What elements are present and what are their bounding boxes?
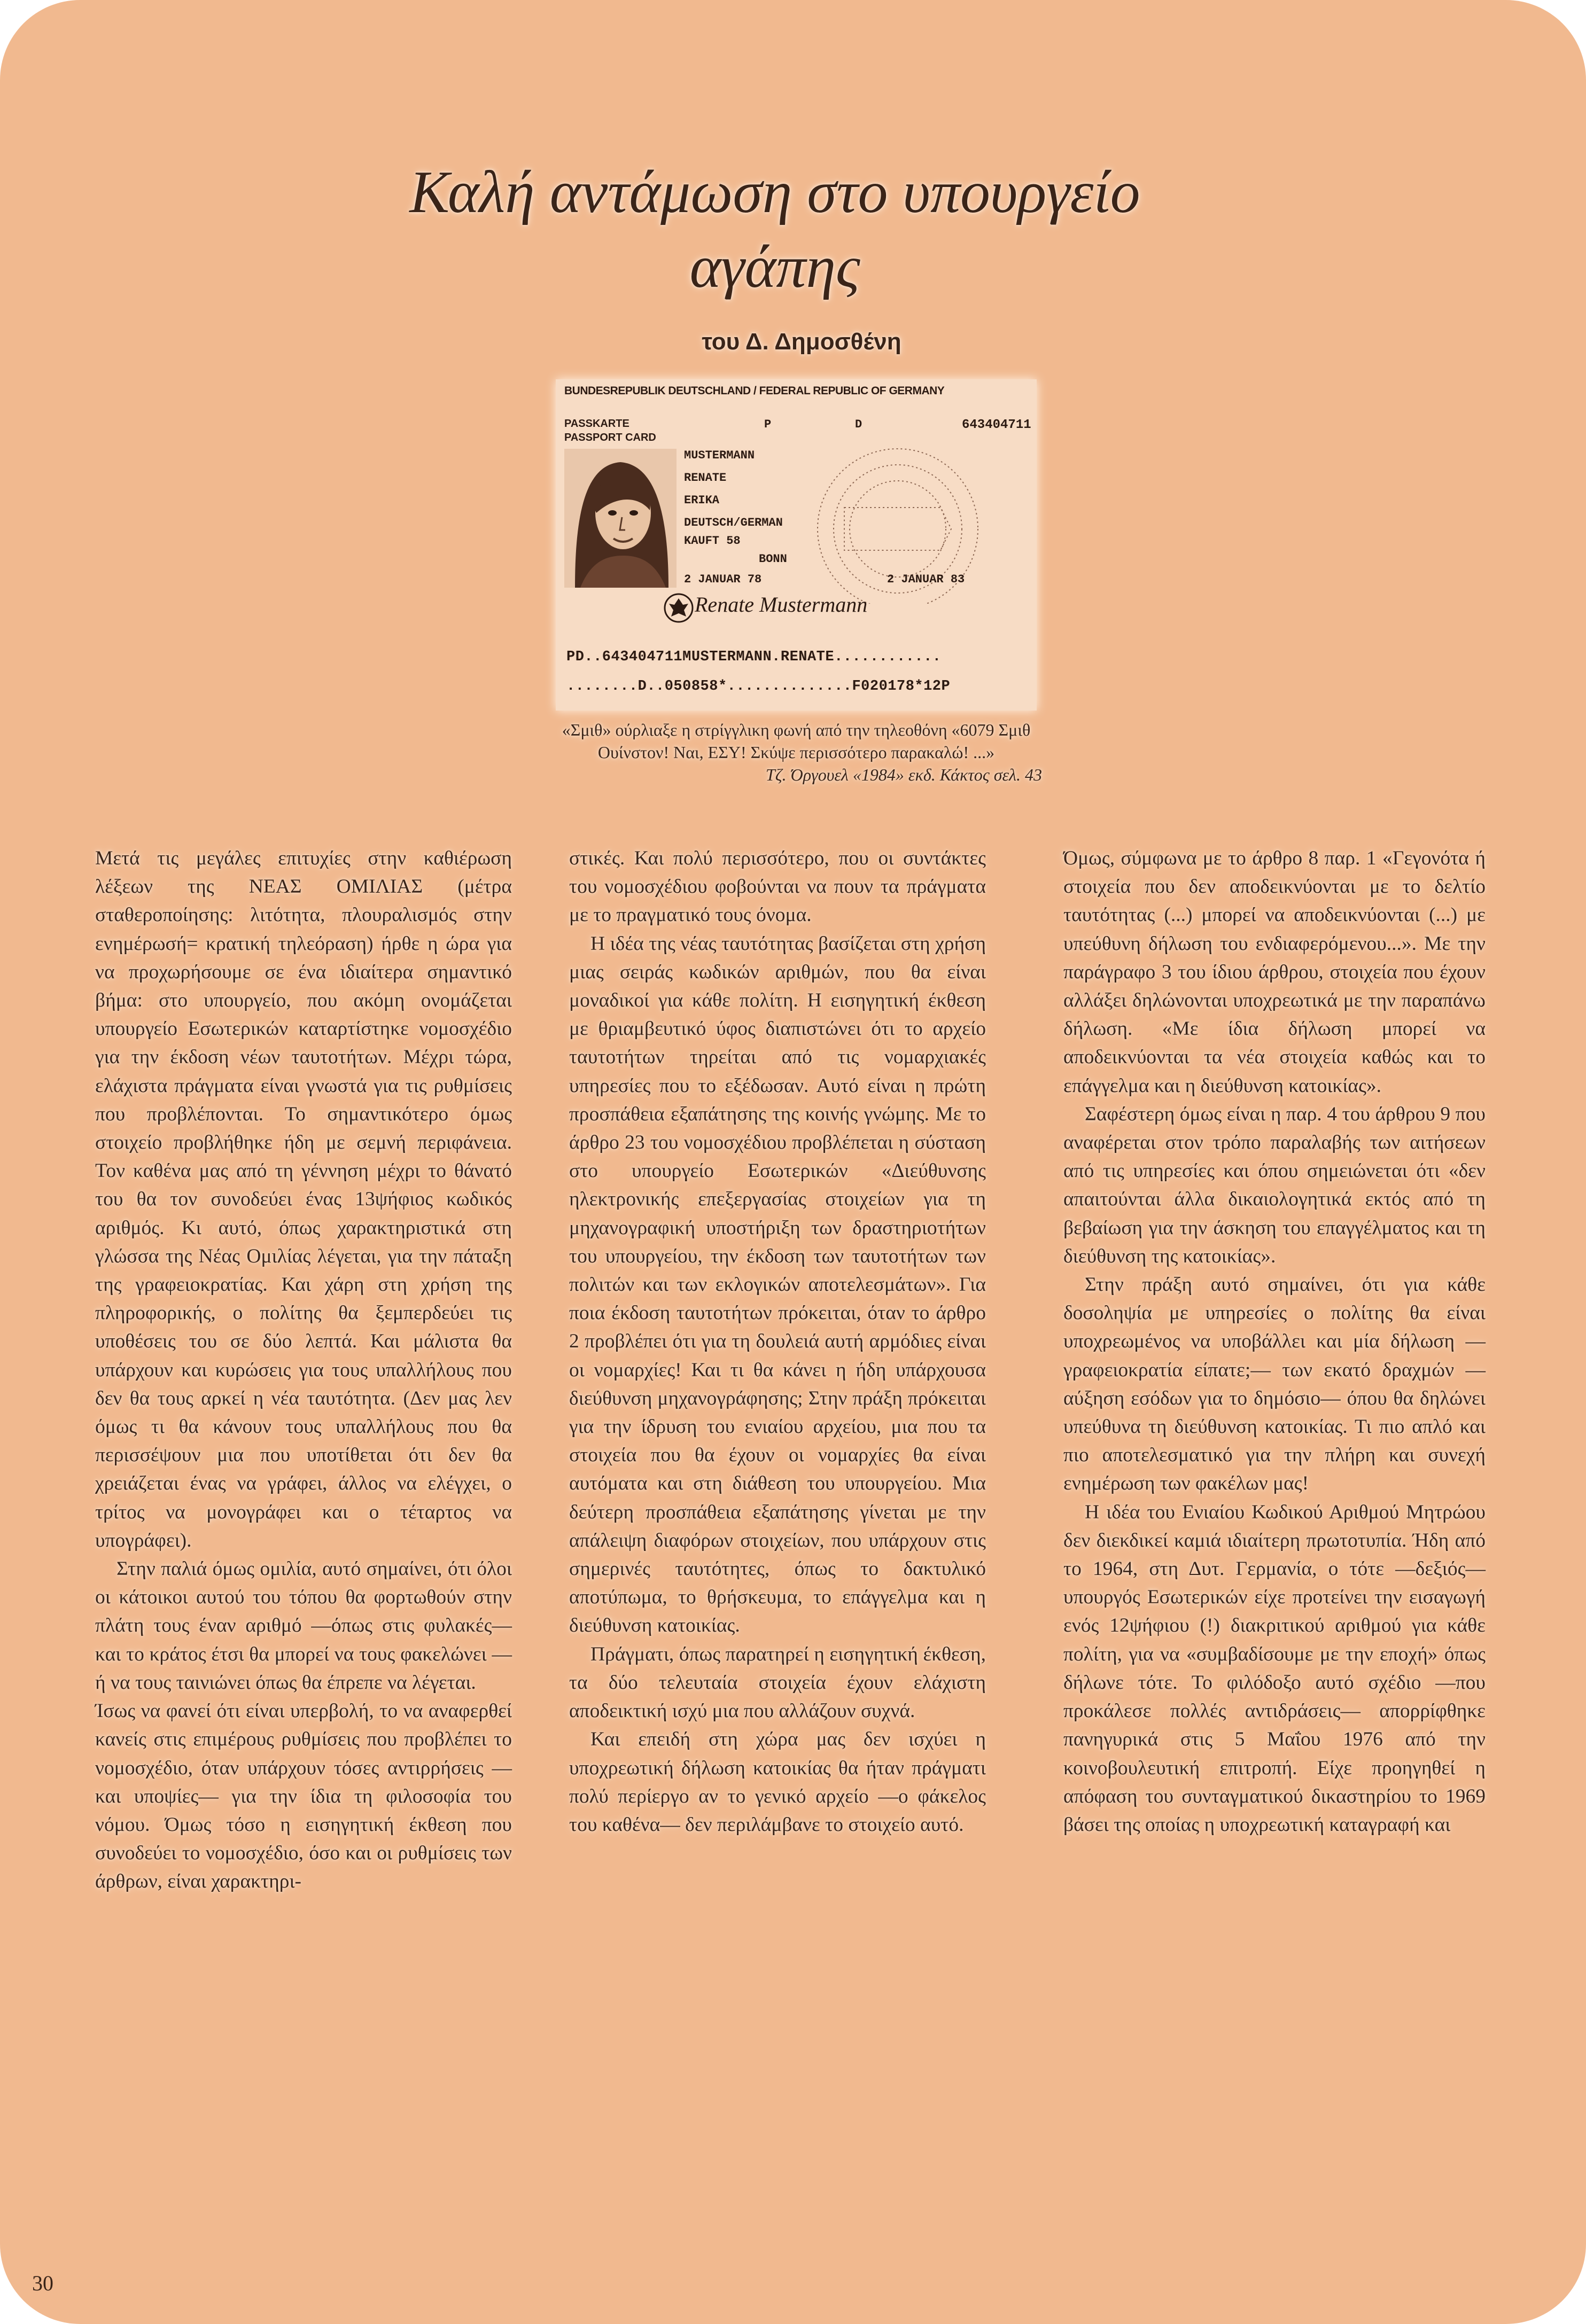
passport-mrz-line-1: PD..643404711MUSTERMANN.RENATE............ xyxy=(566,649,942,665)
paragraph: Ίσως να φανεί ότι είναι υπερβολή, το να αναφερθεί κανείς στις επιμέρους ρυθμίσεις που προβλέπει το νομοσχέδιο, όταν υπάρχουν τόσες αντιρρήσεις —και υποψίες— για την ίδια τη φιλοσοφία του νόμου. Όμως τόσο η εισηγητική έκθεση που συνοδεύει το νομοσχέδιο, όσο και οι ρυθμίσεις των άρθρων, είναι χαρακτηρι- xyxy=(95,1700,512,1893)
passport-dob: 2 JANUAR 78 xyxy=(684,573,762,586)
paragraph: Πράγματι, όπως παρατηρεί η εισηγητική έκθεση, τα δύο τελευταία στοιχεία έχουν ελάχιστη αποδεικτική ισχύ μια που αλλάζουν συχνά. xyxy=(569,1643,986,1722)
passport-mrz-line-2: ........D..050858*..............F020178*12P xyxy=(566,679,951,695)
title-line-1: Καλή αντάμωση στο υπουργείο xyxy=(409,159,1140,225)
text-column-2 xyxy=(569,844,986,1839)
image-caption xyxy=(550,719,1042,786)
passport-field-b: KAUFT 58 xyxy=(684,534,741,548)
caption-attribution: Τζ. Όργουελ «1984» εκδ. Κάκτος σελ. 43 xyxy=(765,765,1042,784)
passport-given-name: RENATE xyxy=(684,471,727,485)
paragraph: Σαφέστερη όμως είναι η παρ. 4 του άρθρου 9 που αναφέρεται στον τρόπο παραλαβής των αιτήσεων από τις υπηρεσίες και όπου σημειώνεται ότι «δεν απαιτούνται άλλα δικαιολογητικά εκτός από τη βεβαίωση για την άσκηση του επαγγέλματος και τη διεύθυνση της κατοικίας». xyxy=(1063,1103,1486,1267)
paragraph: Η ιδέα της νέας ταυτότητας βασίζεται στη χρήση μιας σειράς κωδικών αριθμών, που θα είναι μοναδικοί για κάθε πολίτη. Η εισηγητική έκθεση με θριαμβευτικό ύφος διαπιστώνει ότι το αρχείο ταυτοτήτων τηρείται από τις νομαρχιακές υπηρεσίες που το εξέδωσαν. Αυτό είναι η πρώτη προσπάθεια εξαπάτησης της κοινής γνώμης. Με το άρθρο 23 του νομοσχέδιου προβλέπεται η σύσταση στο υπουργείο Εσωτερικών «Διεύθυνσης ηλεκτρονικής επεξεργασίας στοιχείων για τη μηχανογραφική υποστήριξη των δραστηριοτήτων του υπουργείου, την έκδοση των ταυτοτήτων των πολιτών και των εκλογικών αποτελεσμάτων». Για ποια έκδοση ταυτοτήτων πρόκειται, όταν το άρθρο 2 προβλέπει ότι για τη δουλειά αυτή αρμόδιες είναι οι νομαρχίες! Και τι θα κάνει η ήδη υπάρχουσα διεύθυνση μηχανογράφησης; Στην πράξη πρόκειται για την ίδρυση του ενιαίου αρχείου, μια που τα στοιχεία που θα έχουν οι νομαρχίες θα είναι αυτόματα και στη διάθεση του υπουργείου. Μια δεύτερη προσπάθεια εξαπάτησης γίνεται με την απάλειψη διαφόρων στοιχείων, που υπάρχουν στις σημερινές ταυτότητες, όπως το δακτυλικό αποτύπωμα, το θρήσκευμα, το επάγγελμα και η διεύθυνση κατοικίας. xyxy=(569,932,986,1637)
page-number: 30 xyxy=(32,2271,53,2295)
paragraph: στικές. Και πολύ περισσότερο, που οι συντάκτες του νομοσχέδιου φοβούνται να πουν τα πράγματα με το πραγματικό τους όνομα. xyxy=(569,847,986,926)
passport-card-label-de: PASSKARTE xyxy=(564,418,629,430)
article-title xyxy=(267,155,1282,305)
text-column-1 xyxy=(95,844,512,1896)
paragraph: Και επειδή στη χώρα μας δεν ισχύει η υποχρεωτική δήλωση κατοικίας θα ήταν πράγματι πολύ περίεργο αν το γενικό αρχείο —ο φάκελος του καθένα— δεν περιλάμβανε το στοιχείο αυτό. xyxy=(569,1728,986,1836)
paragraph: Στην παλιά όμως ομιλία, αυτό σημαίνει, ότι όλοι οι κάτοικοι αυτού του τόπου θα φορτωθούν στην πλάτη τους έναν αριθμό —όπως στις φυλακές— και το κράτος έτσι θα μπορεί να τους φακελώνει —ή να τους ταινιώνει όπως θα έπρεπε να λέγεται. xyxy=(95,1558,512,1694)
passport-nationality: DEUTSCH/GERMAN xyxy=(684,516,783,529)
caption-quote: «Σμιθ» ούρλιαξε η στρίγγλικη φωνή από την τηλεοθόνη «6079 Σμιθ Ουίνστον! Ναι, ΕΣΥ! Σκύψε περισσότερο παρακαλώ! ...» xyxy=(562,720,1031,762)
paragraph: Στην πράξη αυτό σημαίνει, ότι για κάθε δοσοληψία με υπηρεσίες ο πολίτης θα είναι υποχρεωμένος να υποβάλλει και μία δήλωση —γραφειοκρατία είπατε;— των εκατό δραχμών —αύξηση εσόδων για το δημόσιο— όπου θα δηλώνει υπεύθυνα τη διεύθυνση κατοικίας. Τι πιο απλό και πιο αποτελεσματικό για την πλήρη και συνεχή ενημέρωση των φακέλων μας! xyxy=(1063,1274,1486,1495)
title-line-2: αγάπης xyxy=(689,234,860,300)
paragraph: Όμως, σύμφωνα με το άρθρο 8 παρ. 1 «Γεγονότα ή στοιχεία που δεν αποδεικνύονται με το δελτίο ταυτότητας (...) μπορεί να αποδεικνύονται (...) με υπεύθυνη δήλωση του ενδιαφερόμενου...». Με την παράγραφο 3 του ίδιου άρθρου, στοιχεία που έχουν αλλάξει δηλώνονται υποχρεωτικά με την παραπάνω δήλωση. «Με ίδια δήλωση μπορεί να αποδεικνύονται τα νέα στοιχεία καθώς και το επάγγελμα και η διεύθυνση κατοικίας». xyxy=(1063,847,1486,1097)
passport-header: BUNDESREPUBLIK DEUTSCHLAND / FEDERAL REPUBLIC OF GERMANY xyxy=(564,385,945,397)
passport-field-a: ERIKA xyxy=(684,494,720,507)
portrait-photo xyxy=(564,449,677,588)
passport-number: 643404711 xyxy=(962,418,1031,432)
passport-surname: MUSTERMANN xyxy=(684,449,755,462)
byline: του Δ. Δημοσθένη xyxy=(702,329,901,355)
passport-type: P xyxy=(764,418,772,431)
passport-signature: Renate Mustermann xyxy=(695,592,868,617)
paragraph: Η ιδέα του Ενιαίου Κωδικού Αριθμού Μητρώου δεν διεκδικεί καμιά ιδιαίτερη πρωτοτυπία. Ήδη από το 1964, στη Δυτ. Γερμανία, ο τότε —δεξιός— υπουργός Εσωτερικών είχε προτείνει την εισαγωγή ενός 12ψήφιου (!) διακριτικού αριθμού για κάθε πολίτη, για να «συμβαδίσουμε με την εποχή» όπως δήλωνε τότε. Το φιλόδοξο αυτό σχέδιο —που προκάλεσε πολλές αντιδράσεις— απορρίφθηκε πανηγυρικά στις 5 Μαΐου 1976 από την κοινοβουλευτική επιτροπή. Είχε προηγηθεί η απόφαση του συνταγματικού δικαστηρίου το 1969 βάσει της οποίας η υποχρεωτική καταγραφή και xyxy=(1063,1501,1486,1836)
passport-card-label-en: PASSPORT CARD xyxy=(564,432,656,443)
passport-country: D xyxy=(855,418,862,431)
eagle-emblem xyxy=(663,592,695,624)
text-column-3 xyxy=(1063,844,1486,1839)
paragraph: Μετά τις μεγάλες επιτυχίες στην καθιέρωση λέξεων της ΝΕΑΣ ΟΜΙΛΙΑΣ (μέτρα σταθεροποίησης: λιτότητα, πλουραλισμός στην ενημέρωσή= κρατική τηλεόραση) ήρθε η ώρα για να προχωρήσουμε σε ένα ιδιαίτερα σημαντικό βήμα: στο υπουργείο, που ακόμη ονομάζεται υπουργείο Εσωτερικών καταρτίστηκε νομοσχέδιο για την έκδοση νέων ταυτοτήτων. Μέχρι τώρα, ελάχιστα πράγματα είναι γνωστά για τις ρυθμίσεις που προβλέπονται. Το σημαντικότερο όμως στοιχείο προβλήθηκε ήδη με σεμνή περιφάνεια. Τον καθένα μας από τη γέννηση μέχρι το θάνατό του θα τον συνοδεύει ένας 13ψήφιος κωδικός αριθμός. Κι αυτό, όπως χαρακτηριστικά στη γλώσσα της Νέας Ομιλίας λέγεται, για την πάταξη της γραφειοκρατίας. Και χάρη στη χρήση της πληροφορικής, ο πολίτης θα ξεμπερδεύει τις υποθέσεις του σε δύο λεπτά. Και μάλιστα θα υπάρχουν και κυρώσεις για τους υπαλλήλους που δεν θα τους αρκεί η νέα ταυτότητα. (Δεν μας λεν όμως τι θα κάνουν τους υπαλλήλους που θα περισσέψουν μια που υποτίθεται ότι δεν θα χρειάζεται ένας να γράφει, άλλος να ελέγχει, ο τρίτος να μονογράφει και ο τέταρτος να υπογράφει). xyxy=(95,847,512,1551)
passport-expiry: 2 JANUAR 83 xyxy=(887,573,965,586)
passport-card-image xyxy=(556,379,1037,711)
passport-place: BONN xyxy=(759,552,787,566)
